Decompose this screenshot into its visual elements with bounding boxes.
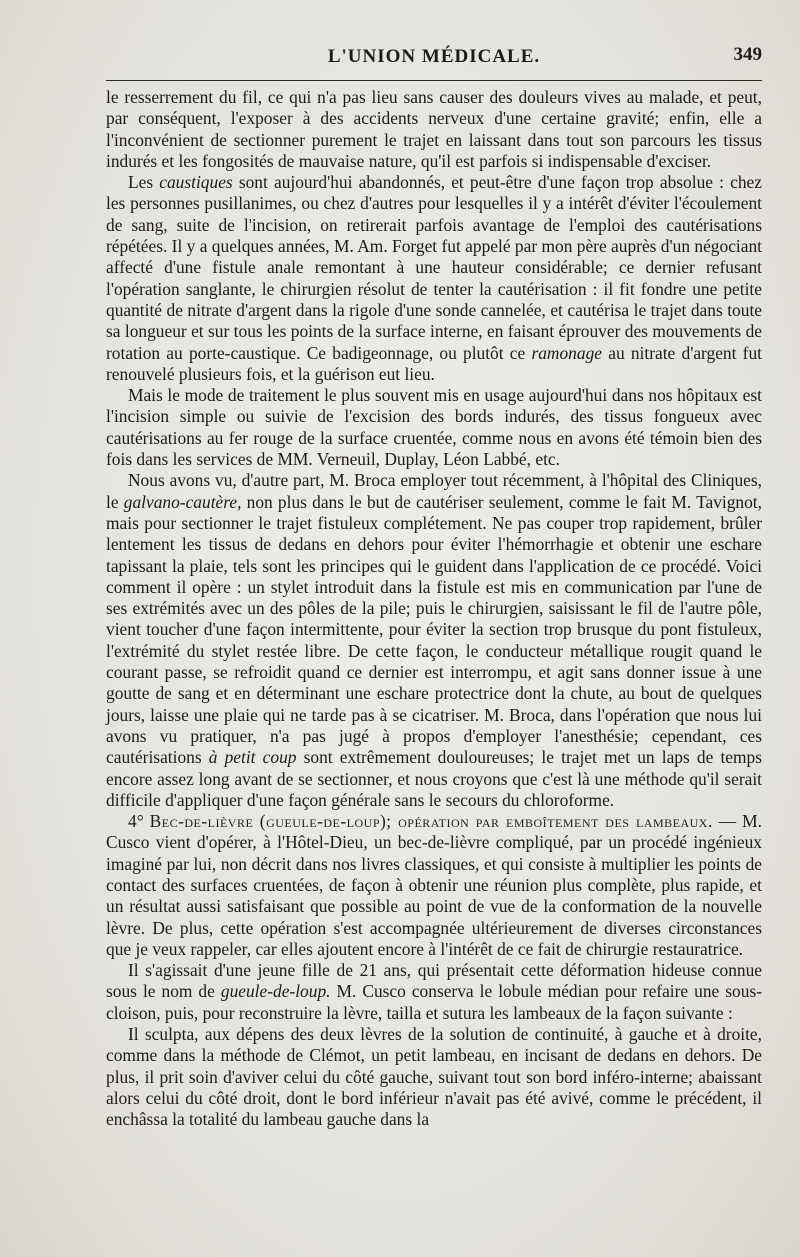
article-body: [106, 87, 762, 1131]
text-run: sont extrêmement douloureuses; le trajet met un laps de temps encore assez long avant de se sectionner, et nous croyons que c'est là une méthode qu'il serait difficile d'appliquer d'une façon générale sans le secours du chloroforme.: [106, 747, 762, 810]
section-heading: Bec-de-lièvre (gueule-de-loup); opération par emboîtement des lambeaux.: [149, 811, 713, 832]
paragraph-patient-case: [106, 960, 762, 1024]
paragraph-incision-treatment: [106, 385, 762, 470]
text-run: non plus dans le but de cautériser seulement, comme le fait M. Tavignot, mais pour sectionner le trajet fistuleux complétement. Ne pas couper trop rapidement, brûler lentement les tissus de dedans en dehors pour éviter l'hémorrhagie et obtenir une eschare tapissant la plaie, tels sont les principes qui le guident dans l'application de ce procédé. Voici comment il opère : un stylet introduit dans la fistule est mis en communication par l'une de ses extrémités avec un des pôles de la pile; puis le chirurgien, saisissant le fil de l'autre pôle, vient toucher d'une façon intermittente, pour éviter la section trop brusque du pont fistuleux, l'extrémité du stylet restée libre. De cette façon, le conducteur métallique rougit quand le courant passe, se refroidit quand ce dernier est interrompu, et agit sans donner issue à une goutte de sang et en déterminant une eschare protectrice dont la chute, au bout de quelques jours, laisse une plaie qui ne tarde pas à se cicatriser. M. Broca, dans l'opération que nous lui avons vu pratiquer, n'a pas jugé à propos d'employer l'anesthésie; cependant, ces cautérisations: [106, 491, 762, 768]
italic-term: galvano-cautère,: [123, 491, 242, 512]
text-run: Mais le mode de traitement le plus souvent mis en usage aujourd'hui dans nos hôpitaux est l'incision simple ou suivie de l'excision des bords indurés, des tissus fongueux avec cautérisations au fer rouge de la surface cruentée, comme nous en avons été témoin bien des fois dans les services de MM. Verneuil, Duplay, Léon Labbé, etc.: [106, 385, 762, 470]
italic-term: caustiques: [159, 172, 233, 193]
journal-title: L'UNION MÉDICALE.: [327, 46, 541, 67]
paragraph-ligature-continuation: [106, 87, 762, 172]
paragraph-galvano-cautery: [106, 470, 762, 811]
paragraph-flap-technique: [106, 1024, 762, 1130]
text-run: au nitrate d'argent fut renouvelé plusieurs fois, et la guérison eut lieu.: [106, 342, 762, 384]
text-run: Les: [128, 172, 160, 193]
text-run: Il s'agissait d'une jeune fille de 21 ans, qui présentait cette déformation hideuse connue sous le nom de: [106, 960, 762, 1002]
text-run: 4°: [128, 811, 150, 832]
paragraph-cleft-lip-heading: [106, 811, 762, 960]
text-run: Il sculpta, aux dépens des deux lèvres de la solution de continuité, à gauche et à droite, comme dans la méthode de Clémot, un petit lambeau, en incisant de dedans en dehors. De plus, il prit soin d'aviver celui du côté gauche, suivant tout son bord inféro-interne; abaissant alors celui du côté droit, dont le bord inférieur n'avait pas été avivé, comme le précédent, il enchâssa la totalité du lambeau gauche dans la: [106, 1024, 762, 1130]
italic-term: à petit coup: [208, 747, 297, 768]
page-number: 349: [733, 44, 762, 65]
italic-term: ramonage: [531, 342, 602, 363]
running-head: [106, 40, 762, 81]
text-run: — M. Cusco vient d'opérer, à l'Hôtel-Dieu, un bec-de-lièvre compliqué, par un procédé ingénieux imaginé par lui, non décrit dans nos livres classiques, et qui consiste à multiplier les points de contact des surfaces cruentées, de façon à obtenir une réunion plus complète, plus rapide, et un résultat aussi satisfaisant que possible au point de vue de la conformation de la nouvelle lèvre. De plus, cette opération s'est accompagnée ultérieurement de diverses circonstances que je veux rappeler, car elles ajoutent encore à l'intérêt de ce fait de chirurgie restauratrice.: [106, 811, 762, 959]
text-run: Nous avons vu, d'autre part, M. Broca employer tout récemment, à l'hôpital des Cliniques, le: [106, 470, 762, 512]
paragraph-caustics: [106, 172, 762, 385]
text-run: le resserrement du fil, ce qui n'a pas lieu sans causer des douleurs vives au malade, et peut, par conséquent, l'exposer à des accidents nerveux d'une certaine gravité; enfin, elle a l'inconvénient de sectionner purement le trajet en laissant dans tout son parcours les tissus indurés et les fongosités de mauvaise nature, qu'il est parfois si indispensable d'exciser.: [106, 87, 762, 171]
italic-term: gueule-de-loup.: [220, 981, 331, 1002]
text-run: sont aujourd'hui abandonnés, et peut-être d'une façon trop absolue : chez les personnes pusillanimes, ou chez d'autres pour lesquelles il y a intérêt d'éviter l'écoulement de sang, suite de l'incision, on retirerait parfois avantage de l'emploi des cautérisations répétées. Il y a quelques années, M. Am. Forget fut appelé par mon père auprès d'un négociant affecté d'une fistule anale remontant à une hauteur considérable; ce dernier refusant l'opération sanglante, le chirurgien résolut de tenter la cautérisation : il fit fondre une petite quantité de nitrate d'argent dans la rigole d'une sonde cannelée, et cautérisa le trajet dans toute sa longueur et sur tous les points de la surface interne, en faisant éprouver des mouvements de rotation au porte-caustique. Ce badigeonnage, ou plutôt ce: [106, 172, 762, 363]
text-run: M. Cusco conserva le lobule médian pour refaire une sous-cloison, puis, pour reconstruire la lèvre, tailla et sutura les lambeaux de la façon suivante :: [106, 981, 762, 1023]
